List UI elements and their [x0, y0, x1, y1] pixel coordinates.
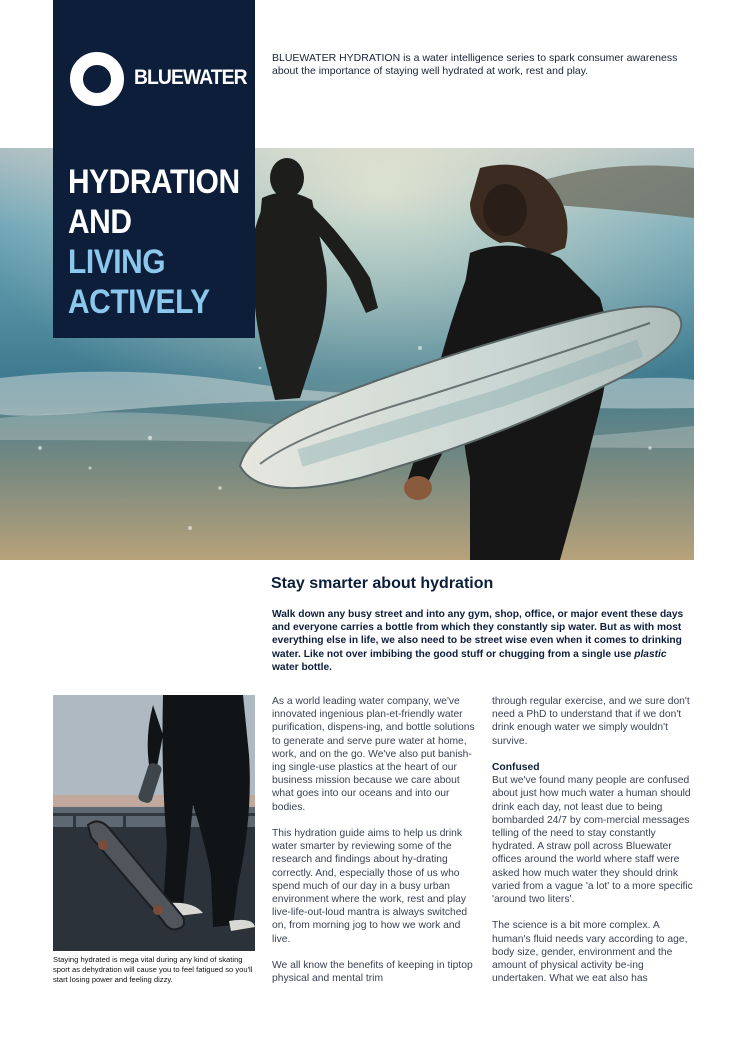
col1-paragraph-3: We all know the benefits of keeping in tiptop physical and mental trim [272, 960, 473, 985]
lead-emphasis: plastic [634, 648, 667, 660]
brand-wordmark: BLUEWATER [134, 66, 247, 89]
col2-paragraph-3: The science is a bit more complex. A human's fluid needs vary according to age, body size, gender, environment and the amount of physical activity be-ing undertaken. What we eat also has [492, 920, 688, 985]
bluewater-logo-icon [70, 52, 124, 106]
lead-text-2: water bottle. [272, 661, 333, 673]
lead-text-1: Walk down any busy street and into any gym, shop, office, or major event these days and everyone carries a bottle from which they constantly sip water. But as with most everything else in life, we also need to be street wise even when it comes to drinking water. Like not over imbibing the good stuff or chugging from a single use [272, 609, 684, 660]
section-heading: Stay smarter about hydration [271, 575, 494, 592]
skater-photo [53, 695, 255, 951]
col2-paragraph-1: through regular exercise, and we sure don't need a PhD to understand that if we don't drink enough water we simply wouldn't survive. [492, 696, 690, 747]
title-line-3: LIVING [68, 243, 166, 281]
title-line-1: HYDRATION [68, 163, 240, 201]
col2-subheading: Confused [492, 762, 540, 773]
col1-paragraph-1: As a world leading water company, we've innovated ingenious plan-et-friendly water purification, dispens-ing, and bottle solutions to generate and serve pure water at home, work, and on the go. We've also put banish-ing single-use plastics at the heart of our business mission because we care about what goes into our oceans and into our bodies. [272, 696, 475, 813]
page-title [68, 162, 240, 322]
photo-caption: Staying hydrated is mega vital during any kind of skating sport as dehydration will cause you to feel fatigued so you'll start losing power and feeling dizzy. [53, 955, 253, 984]
title-panel [53, 0, 255, 338]
body-column-1 [272, 695, 477, 999]
intro-text: BLUEWATER HYDRATION is a water intelligence series to spark consumer awareness about the importance of staying well hydrated at work, rest and play. [272, 52, 678, 77]
body-column-2 [492, 695, 697, 999]
lead-paragraph [272, 608, 694, 674]
col1-paragraph-2: This hydration guide aims to help us drink water smarter by reviewing some of the research and findings about hy-drating correctly. And, especially those of us who spend much of our day in a busy urban environment where the work, rest and play live-life-out-loud mantra is always switched on, from morning jog to how we work and live. [272, 828, 468, 945]
skater-photo-illustration [53, 695, 255, 951]
col2-paragraph-2: But we've found many people are confused about just how much water a human should drink each day, not least due to being bombarded 24/7 by com-mercial messages telling of the need to stay constantly hydrated. A straw poll across Bluewater offices around the world where staff were asked how much water they should drink varied from a vague 'a lot' to a more specific 'around two liters'. [492, 775, 693, 906]
title-line-2: AND [68, 203, 132, 241]
title-line-4: ACTIVELY [68, 283, 210, 321]
